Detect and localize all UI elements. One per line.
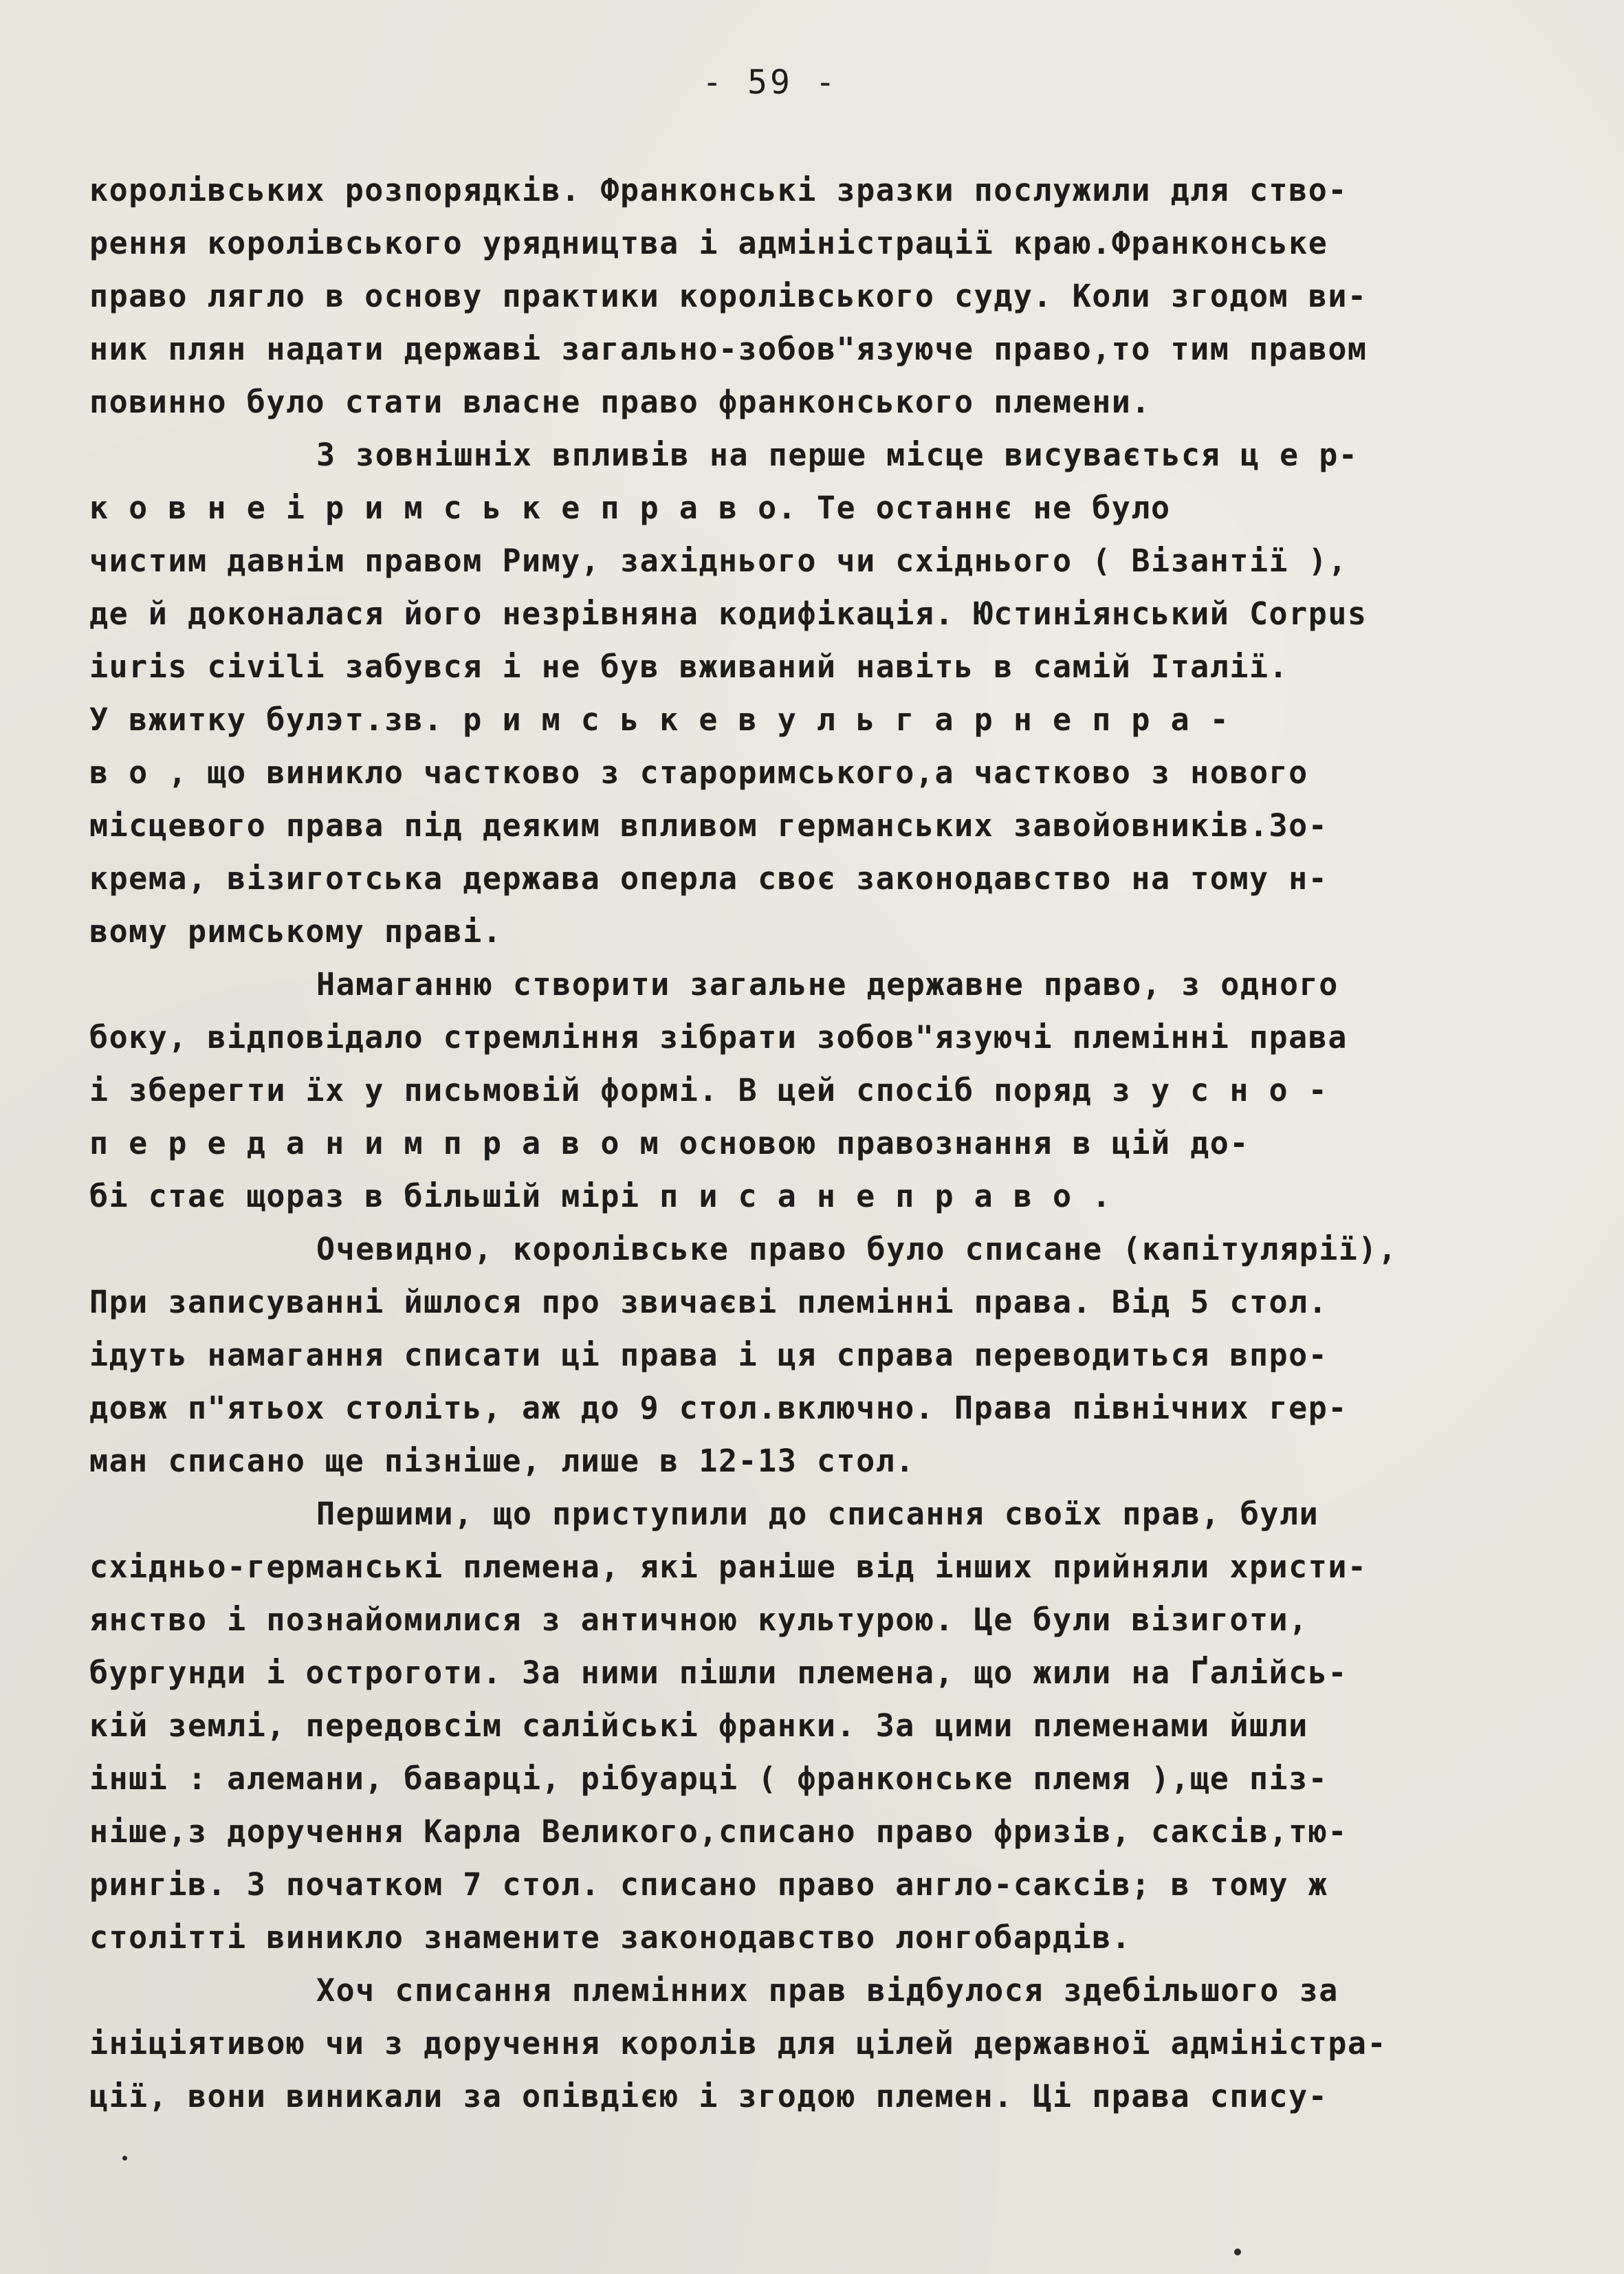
- text-line: ініціятивою чи з доручення королів для цілей державної адміністра-: [89, 2025, 1387, 2062]
- text-line: ман списано ще пізніше, лише в 12-13 стол.: [89, 1443, 915, 1479]
- text-line: крема, візиготська держава оперла своє законодавство на тому н-: [89, 860, 1328, 897]
- page-number: - 59 -: [702, 63, 838, 102]
- text-line: довж п"ятьох століть, аж до 9 стол.включно. Права північних гер-: [89, 1390, 1348, 1426]
- text-line: рення королівського урядництва і адміністрації краю.Франконське: [89, 225, 1328, 261]
- text-line: східньо-германські племена, які раніше від інших прийняли христи-: [89, 1549, 1368, 1585]
- text-line: iuris civili забувся і не був вживаний навіть в самій Італії.: [89, 648, 1289, 685]
- text-line: право лягло в основу практики королівського суду. Коли згодом ви-: [89, 278, 1368, 314]
- text-line: боку, відповідало стремління зібрати зобов"язуючі племінні права: [89, 1019, 1348, 1056]
- text-line: рингів. З початком 7 стол. списано право англо-саксів; в тому ж: [89, 1866, 1328, 1903]
- text-line: місцевого права під деяким впливом германських завойовників.Зо-: [89, 807, 1328, 844]
- text-line: кій землі, передовсім салійські франки. За цими племенами йшли: [89, 1707, 1308, 1744]
- text-line: де й доконалася його незрівняна кодифікація. Юстиніянський Corpus: [89, 595, 1368, 632]
- ink-speck: [122, 2156, 127, 2161]
- text-line: При записуванні йшлося про звичаєві племінні права. Від 5 стол.: [89, 1284, 1328, 1320]
- ink-speck: [1234, 2249, 1241, 2255]
- text-line: інші : алемани, баварці, рібуарці ( франконське племя ),ще піз-: [89, 1760, 1328, 1797]
- text-line: бі стає щораз в більшій мірі п и с а н е п р а в о .: [89, 1178, 1112, 1214]
- text-line: Хоч списання племінних прав відбулося здебільшого за: [316, 1972, 1339, 2009]
- text-line: п е р е д а н и м п р а в о м основою правознання в цій до-: [89, 1125, 1249, 1161]
- text-line: в о , що виникло частково з староримського,а частково з нового: [89, 754, 1308, 791]
- text-line: і зберегти їх у письмовій формі. В цей спосіб поряд з у с н о -: [89, 1072, 1328, 1108]
- text-line: к о в н е і р и м с ь к е п р а в о. Те останнє не було: [89, 490, 1171, 526]
- typed-text-body: [89, 164, 1602, 2123]
- text-line: вому римському праві.: [89, 913, 503, 950]
- text-line: повинно було стати власне право франконського племени.: [89, 384, 1151, 420]
- text-line: ник плян надати державі загально-зобов"язуюче право,то тим правом: [89, 331, 1368, 367]
- text-line: ції, вони виникали за опівдією і згодою племен. Ці права спису-: [89, 2078, 1328, 2114]
- text-line: У вжитку булэт.зв. р и м с ь к е в у л ь г а р н е п р а -: [89, 701, 1230, 738]
- text-line: Намаганню створити загальне державне право, з одного: [316, 966, 1339, 1003]
- text-line: чистим давнім правом Риму, західнього чи східнього ( Візантії ),: [89, 543, 1348, 579]
- text-line: ніше,з доручення Карла Великого,списано право фризів, саксів,тю-: [89, 1813, 1348, 1850]
- text-line: бургунди і остроготи. За ними пішли племена, що жили на Ґалійсь-: [89, 1654, 1348, 1691]
- text-line: Очевидно, королівське право було списане (капітулярії),: [316, 1231, 1398, 1267]
- text-line: З зовнішніх впливів на перше місце висувається ц е р-: [316, 437, 1359, 473]
- text-line: столітті виникло знамените законодавство лонгобардів.: [89, 1919, 1132, 1956]
- text-line: ідуть намагання списати ці права і ця справа переводиться впро-: [89, 1337, 1328, 1373]
- text-line: Першими, що приступили до списання своїх прав, були: [316, 1496, 1319, 1532]
- text-line: королівських розпорядків. Франконські зразки послужили для ство-: [89, 172, 1348, 208]
- text-line: янство і познайомилися з античною культурою. Це були візиготи,: [89, 1601, 1308, 1638]
